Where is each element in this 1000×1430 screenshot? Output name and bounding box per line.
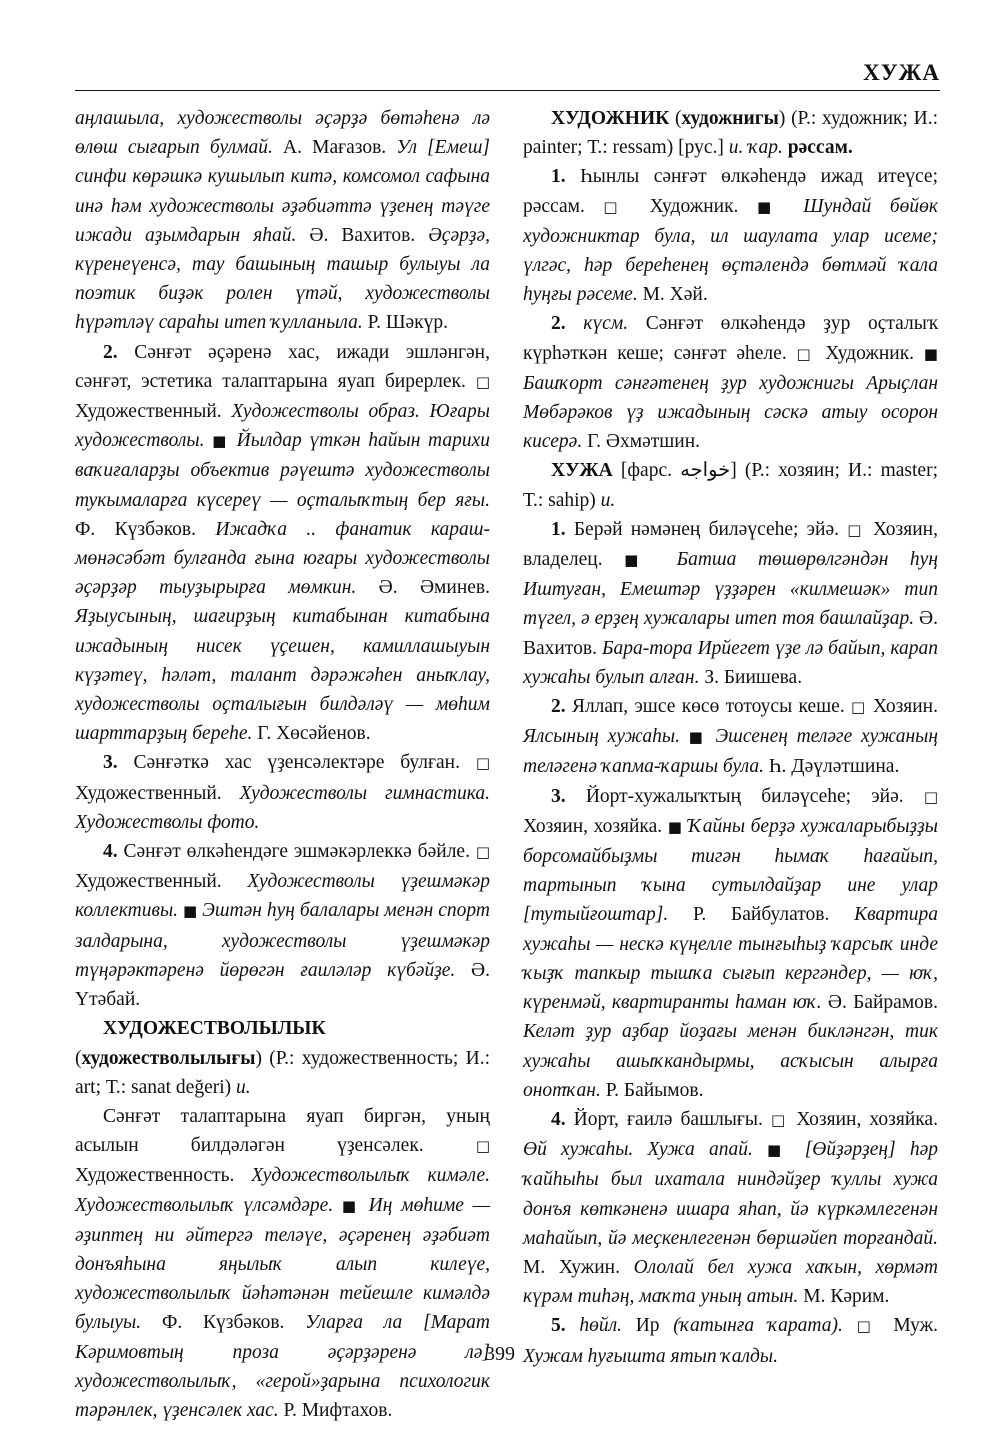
right-column [523, 104, 938, 1371]
page-number: 399 [485, 1343, 515, 1365]
header-headword: ХУЖА [863, 60, 940, 85]
right-para-6: 2. Яллап, эшсе көсө тотоусы кеше. □ Хозяин. Ялсының хужаһы. ■ Эшсенең теләге хужаның теләгенә ҡапма-ҡаршы була. Һ. Дәүләтшина. [523, 696, 938, 778]
left-para-2: 2. Сәнғәт әҫәренә хас, ижади эшләнгән, сәнғәт, эстетика талаптарына яуап бирерлек. □ Художественный. Художестволы образ. Юғары художестволы. ■ Йылдар үткән һайын тарихи ваҡиғаларҙы объектив рәүештә художестволы тукымаларға күсереү — оҫталыҡтың бер яғы. Ф. Күзбәков. Ижадҡа .. фанатик караш-мөнәсәбәт булғанда ғына юғары художестволы әҫәрҙәр тыуҙырырға мөмкин. Ә. Әминев. Яҙыусының, шағирҙың китабынан китабына ижадының нисек үҫешен, камиллашыуын күҙәтеү, һәләт, талант дәрәжәһен аныҡлау, художестволы оҫталығын билдәләү — мөһим шарттарҙың береһе. Г. Хөсәйенов. [75, 341, 491, 745]
entry-khuzha: ХУЖА [фарс. خواجه] (Р.: хозяин; И.: master; Т.: sahip) и. [523, 460, 938, 511]
right-para-7: 3. Йорт-хужалыҡтың биләүсеһе; эйә. □ Хозяин, хозяйка. ■ Ҡайны берҙә хужаларыбыҙҙы борсомайбыҙмы тигән һымаҡ һағайып, тартынып ҡына сутылдайҙар ине улар [тутыйғоштар]. Р. Байбулатов. Квартира хужаһы — нескә күңелле тынғыһыҙ ҡарсыҡ инде ҡыҙҡ тапкыр тышҡа сығып кергәндер, — юҡ, күренмәй, квартиранты һаман юҡ. Ә. Байрамов. Келәт ҙур аҙбар йоҙағы менән бикләнгән, тик хужаһы ашыҡкандырмы, асҡысын алырға онотҡан. Р. Байымов. [523, 785, 938, 1101]
running-header [75, 58, 940, 91]
left-column [75, 104, 490, 1425]
left-para-3: 3. Сәнғәткә хас үҙенсәлектәре булған. □ Художественный. Художестволы гимнастика. Художестволы фото. [75, 752, 490, 833]
right-para-3: 2. күсм. Сәнғәт өлкәһендә ҙур оҫталыҡ күрһәткән кеше; сәнғәт әһеле. □ Художник. ■ Башҡорт сәнғәтенең ҙур художнигы Арыҫлан Мөбәрәков үҙ ижадының сәскә атыу осорон кисерә. Г. Әхмәтшин. [523, 313, 938, 453]
right-para-5: 1. Берәй нәмәнең биләүсеһе; эйә. □ Хозяин, владелец. ■ Батша төшөрөлгәндән һуң Иштуған, Емештәр үҙҙәрен «килмешәк» тип түгел, ә ерҙең хужалары итеп тоя башлайҙар. Ә. Вахитов. Бара-тора Ирйегет үҙе лә байып, карап хужаһы булып алған. З. Биишева. [523, 518, 939, 688]
right-para-8: 4. Йорт, ғаилә башлығы. □ Хозяин, хозяйка. Өй хужаһы. Хужа апай. ■ [Өйҙәрҙең] һәр ҡайһыһы был ихатала ниндәйҙер ҡуллы хужа донъя көткәненә ишара яһап, йә күркәмлегенән маһайып, йә меҫкенлегенән бөршәйеп торғандай. М. Хужин. Ололай бел хужа хаҡын, хөрмәт күрәм тиһәң, маҡта уның атын. М. Кәрим. [523, 1108, 939, 1308]
left-para-6: Сәнғәт талаптарына яуап биргән, уның асылын билдәләгән үҙенсәлек. □ Художественность. Художестволылыҡ кимәле. Художестволылыҡ үлсәмдәре. ■ Иң мөһиме — әҙиптең ни әйтергә теләүе, әҫәренең әҙәбиәт донъяһына яңылыҡ алып килеүе, художестволылыҡ йәһәтәнән тейешле кимәлдә булыуы. Ф. Күзбәков. Уларға ла [Марат Кәримовтың проза әҫәрҙәренә лә] художестволылыҡ, «герой»ҙарына психологик тәрәнлек, үҙенсәлек хас. Р. Мифтахов. [75, 1105, 490, 1421]
right-para-2: 1. Һынлы сәнғәт өлкәһендә ижад итеүсе; рәссам. □ Художник. ■ Шундай бөйөк художниктар була, ил шаулата улар исеме; үлгәс, һәр береһенең өҫтәлендә бөтмәй ҡала һуңғы рәсеме. М. Хәй. [523, 166, 938, 306]
entry-khudozhestvolylyk: ХУДОЖЕСТВОЛЫЛЫК (художестволылығы) (Р.: художественность; И.: art; Т.: sanat değeri) и. [75, 1018, 490, 1098]
entry-khudozhnik: ХУДОЖНИК (художнигы) (Р.: художник; И.: painter; Т.: ressam) [рус.] и. ҡар. рәссам. [523, 108, 939, 159]
left-para-1: аңлашыла, художестволы әҫәрҙә бөтәһенә лә өлөш сығарып булмай. А. Мағазов. Ул [Емеш] синфи көрәшкә кушылып китә, комсомол сафына инә һәм художестволы әҙәбиәттә үҙенең тәүге ижади аҙымдарын яһай. Ә. Вахитов. Әҫәрҙә, күренеүенсә, тау башының ташыр булыуы ла поэтик биҙәк ролен үтәй, художестволы һүрәтләү сараһы итеп ҡулланыла. Р. Шәкүр. [75, 108, 490, 334]
left-para-4: 4. Сәнғәт өлкәһендәге эшмәкәрлеккә бәйле. □ Художественный. Художестволы үҙешмәкәр коллективы. ■ Эштән һуң балалары менән спорт залдарына, художестволы үҙешмәкәр түңәрәктәренә йөрөгән ғаиләләр күбәйҙе. Ә. Үтәбай. [75, 841, 491, 1011]
right-para-9: 5. һөйл. Ир (ҡатынға ҡарата). □ Муж. Хужам һуғышта ятып ҡалды. [523, 1315, 939, 1367]
